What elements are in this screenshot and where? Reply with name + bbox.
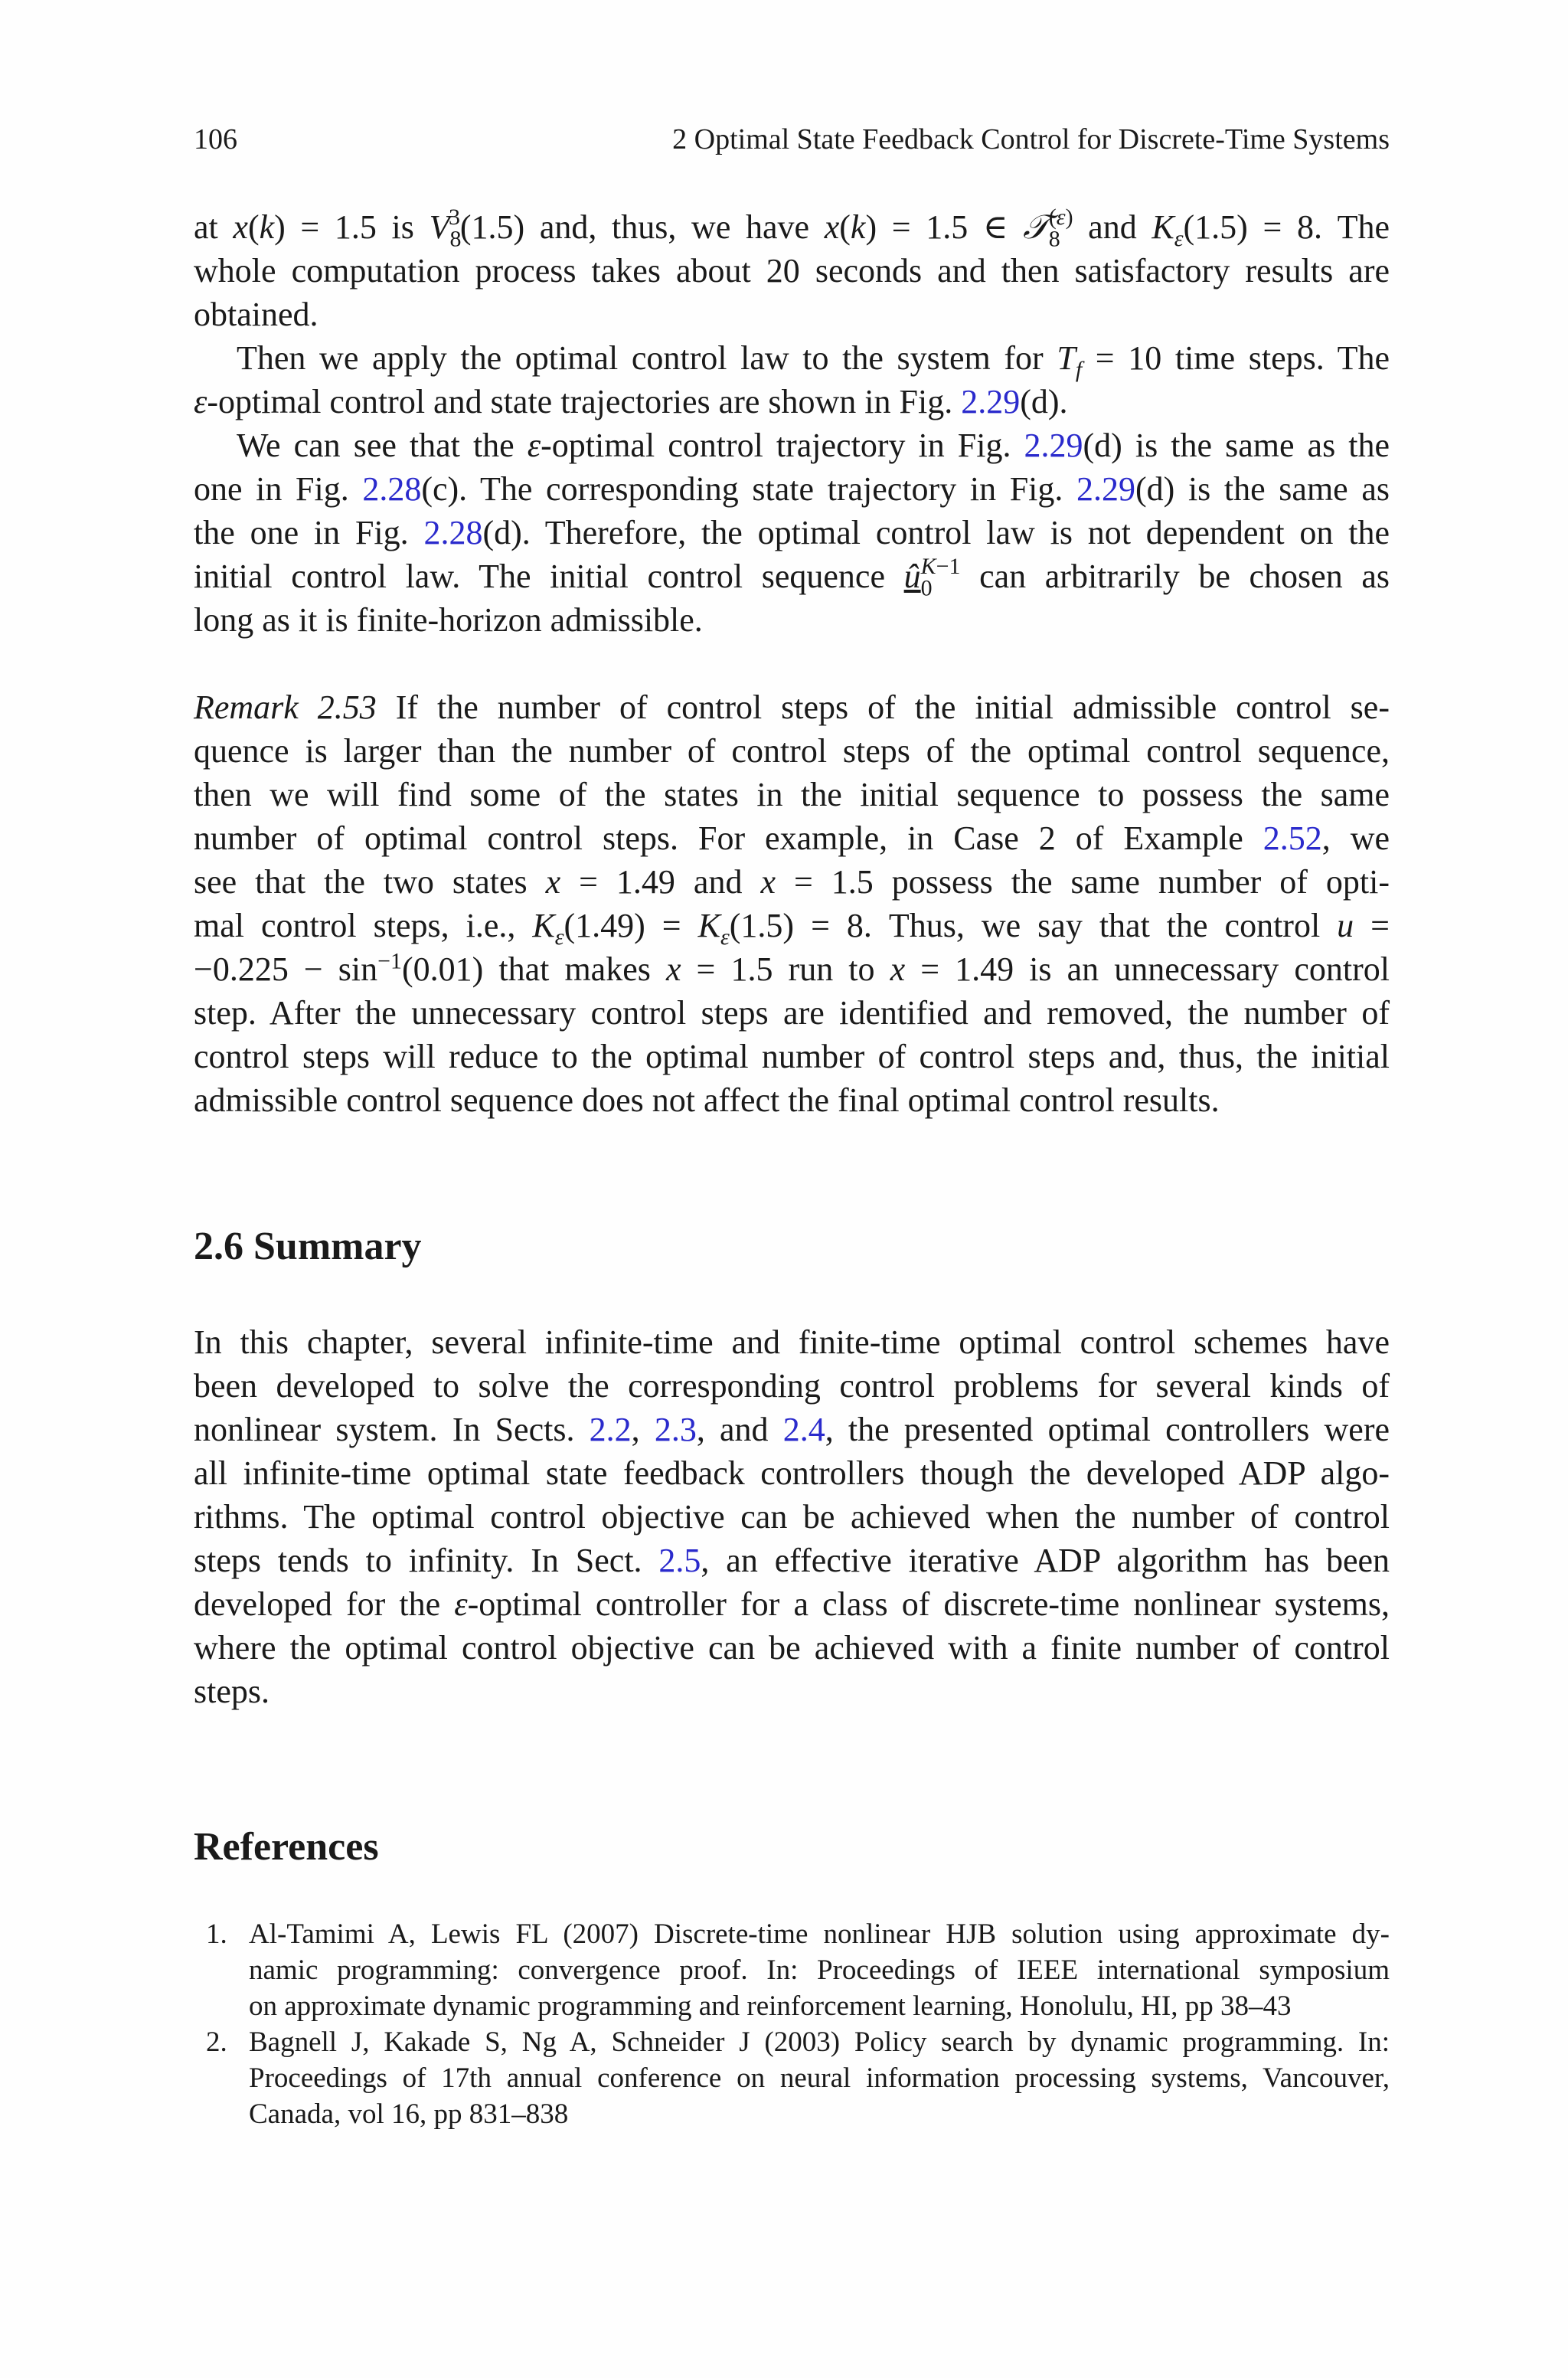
remark-paragraph xyxy=(194,685,1390,1122)
page-number: 106 xyxy=(194,123,237,155)
example-link[interactable]: 2.52 xyxy=(1263,819,1322,857)
figure-link[interactable]: 2.28 xyxy=(362,470,422,508)
paragraph-apply xyxy=(194,336,1390,424)
reference-line: Canada, vol 16, pp 831–838 xyxy=(249,2098,569,2130)
text-line: admissible control sequence does not affect the final optimal control results. xyxy=(194,1081,1220,1119)
text-line: the one in Fig. 2.28(d). Therefore, the optimal control law is not dependent on the xyxy=(194,514,1390,551)
figure-link[interactable]: 2.29 xyxy=(1024,427,1083,464)
section-heading-references: References xyxy=(194,1825,379,1869)
section-heading-summary: 2.6 Summary xyxy=(194,1225,422,1268)
intro-paragraph xyxy=(194,205,1390,336)
text-line: step. After the unnecessary control steps are identified and removed, the number of xyxy=(194,994,1390,1032)
text-line: rithms. The optimal control objective can be achieved when the number of control xyxy=(194,1498,1390,1536)
remark-label: Remark 2.53 xyxy=(194,689,377,726)
figure-link[interactable]: 2.29 xyxy=(1076,470,1136,508)
text-line: developed for the ε-optimal controller for a class of discrete-time nonlinear systems, xyxy=(194,1585,1390,1623)
summary-paragraph xyxy=(194,1320,1390,1713)
text-line: steps tends to infinity. In Sect. 2.5, an effective iterative ADP algorithm has been xyxy=(194,1542,1390,1579)
reference-list xyxy=(194,1916,1390,2132)
text-line: see that the two states x = 1.49 and x = 1.5 possess the same number of opti- xyxy=(194,863,1390,901)
text-line: whole computation process takes about 20 seconds and then satisfactory results are xyxy=(194,252,1390,289)
section-link[interactable]: 2.4 xyxy=(782,1411,825,1448)
reference-line: Proceedings of 17th annual conference on neural information processing systems, Vancouver, xyxy=(249,2062,1390,2094)
running-title: 2 Optimal State Feedback Control for Discrete-Time Systems xyxy=(672,123,1390,155)
reference-number: 1. xyxy=(206,1918,227,1950)
text-line: all infinite-time optimal state feedback controllers though the developed ADP algo- xyxy=(194,1454,1390,1492)
text-line: $-0.225 - \sin^{-1}(0.01)$ that makes x = 1.5 run to x = 1.49 is an unnecessary control xyxy=(194,948,1390,988)
text-line: number of optimal control steps. For example, in Case 2 of Example 2.52, we xyxy=(194,819,1390,857)
paragraph-comparison xyxy=(194,424,1390,642)
reference-line: Al-Tamimi A, Lewis FL (2007) Discrete-time nonlinear HJB solution using approximate dy- xyxy=(249,1918,1390,1950)
page-header xyxy=(194,123,1390,161)
reference-line: on approximate dynamic programming and reinforcement learning, Honolulu, HI, pp 38–43 xyxy=(249,1990,1292,2022)
reference-item xyxy=(194,2024,1390,2132)
section-link[interactable]: 2.2 xyxy=(589,1411,632,1448)
text-line: Then we apply the optimal control law to the system for $T_f = 10$ time steps. The xyxy=(237,339,1390,382)
reference-number: 2. xyxy=(206,2026,227,2058)
text-line: mal control steps, i.e., $K_\varepsilon(1.49) = K_\varepsilon(1.5) = 8$. Thus, we say that the control u = xyxy=(194,907,1390,950)
section-link[interactable]: 2.3 xyxy=(654,1411,697,1448)
reference-item xyxy=(194,1916,1390,2024)
reference-line: namic programming: convergence proof. In: Proceedings of IEEE international symposium xyxy=(249,1954,1390,1986)
text-line: Remark 2.53 If the number of control steps of the initial admissible control se- xyxy=(194,689,1390,726)
text-line: quence is larger than the number of control steps of the optimal control sequence, xyxy=(194,732,1390,770)
text-line: control steps will reduce to the optimal number of control steps and, thus, the initial xyxy=(194,1038,1390,1075)
text-line: long as it is finite-horizon admissible. xyxy=(194,601,703,639)
text-line: then we will find some of the states in the initial sequence to possess the same xyxy=(194,776,1390,813)
section-link[interactable]: 2.5 xyxy=(658,1542,701,1579)
text-line: been developed to solve the corresponding control problems for several kinds of xyxy=(194,1367,1390,1405)
figure-link[interactable]: 2.29 xyxy=(961,383,1021,420)
text-line: initial control law. The initial control sequence $û_0^{K-1}$ can arbitrarily be chosen as xyxy=(194,554,1390,601)
text-line: ε-optimal control and state trajectories are shown in Fig. 2.29(d). xyxy=(194,383,1068,420)
text-line: nonlinear system. In Sects. 2.2, 2.3, and 2.4, the presented optimal controllers were xyxy=(194,1411,1390,1448)
text-line: at x(k) = 1.5 is $V_8^3(1.5)$ and, thus, we have x(k) = 1.5 ∈ 𝒯$_8^{(\varepsilon)}$ and $K_\varepsilon(1.5) = 8$. The xyxy=(194,204,1390,252)
text-line: In this chapter, several infinite-time and finite-time optimal control schemes have xyxy=(194,1323,1390,1361)
text-line: steps. xyxy=(194,1673,270,1710)
text-line: obtained. xyxy=(194,296,318,333)
text-line: one in Fig. 2.28(c). The corresponding state trajectory in Fig. 2.29(d) is the same as xyxy=(194,470,1390,508)
text-line: where the optimal control objective can be achieved with a finite number of control xyxy=(194,1629,1390,1667)
figure-link[interactable]: 2.28 xyxy=(423,514,483,551)
reference-line: Bagnell J, Kakade S, Ng A, Schneider J (2003) Policy search by dynamic programming. In: xyxy=(249,2026,1390,2058)
text-line: We can see that the ε-optimal control trajectory in Fig. 2.29(d) is the same as the xyxy=(237,427,1390,464)
